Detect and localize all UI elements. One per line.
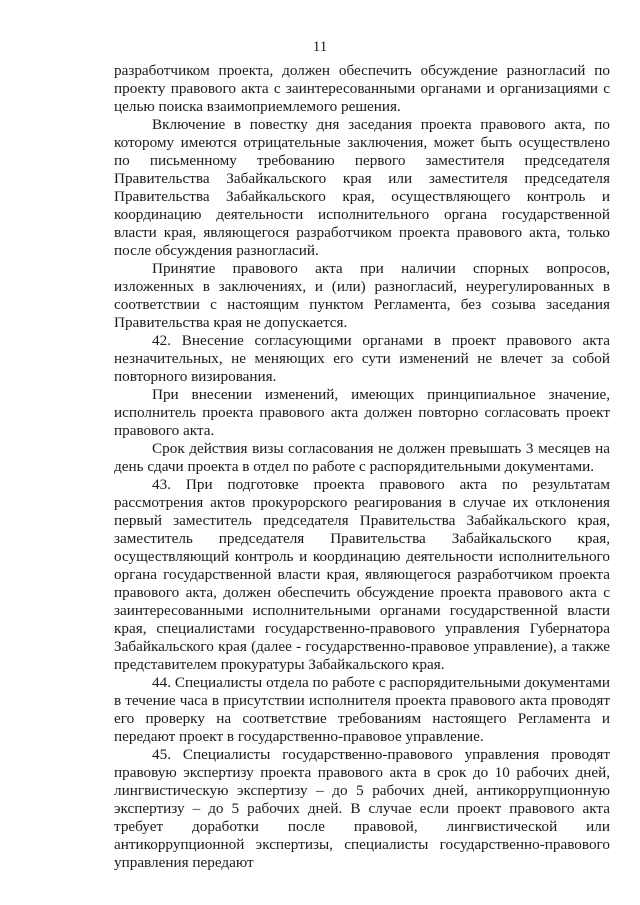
paragraph-continuation: разработчиком проекта, должен обеспечить обсуждение разногласий по проекту правового акта с заинтересованными органами и организациями с целью поиска взаимоприемлемого решения. xyxy=(114,62,610,115)
paragraph-item-43: 43. При подготовке проекта правового акта по результатам рассмотрения актов прокурорского реагирования в случае их отклонения первый заместитель председателя Правительства Забайкальского края, заместитель председателя Правительства Забайкальского края, осуществляющий контроль и координацию деятельности исполнительного органа государственной власти края, являющегося разработчиком проекта правового акта, должен обеспечить обсуждение проекта правового акта с заинтересованными исполнительными органами государственной власти края, специалистами государственно-правового управления Губернатора Забайкальского края (далее - государственно-правовое управление), а также представителем прокуратуры Забайкальского края. xyxy=(114,476,610,673)
paragraph-item-42: 42. Внесение согласующими органами в проект правового акта незначительных, не меняющих его сути изменений не влечет за собой повторного визирования. xyxy=(114,332,610,385)
paragraph-item-45: 45. Специалисты государственно-правового управления проводят правовую экспертизу проекта правового акта в срок до 10 рабочих дней, лингвистическую экспертизу – до 5 рабочих дней, антикоррупционную экспертизу – до 5 рабочих дней. В случае если проект правового акта требует доработки после правовой, лингвистической или антикоррупционной экспертизы, специалисты государственно-правового управления передают xyxy=(114,746,610,871)
paragraph-adoption-restriction: Принятие правового акта при наличии спорных вопросов, изложенных в заключениях, и (или) разногласий, неурегулированных в соответствии с настоящим пунктом Регламента, без созыва заседания Правительства края не допускается. xyxy=(114,260,610,331)
paragraph-item-44: 44. Специалисты отдела по работе с распорядительными документами в течение часа в присутствии исполнителя проекта правового акта проводят его проверку на соответствие требованиям настоящего Регламента и передают проект в государственно-правовое управление. xyxy=(114,674,610,745)
page-number: 11 xyxy=(312,39,328,55)
paragraph-visa-validity: Срок действия визы согласования не должен превышать 3 месяцев на день сдачи проекта в отдел по работе с распорядительными документами. xyxy=(114,440,610,475)
paragraph-agenda-inclusion: Включение в повестку дня заседания проекта правового акта, по которому имеются отрицательные заключения, может быть осуществлено по письменному требованию первого заместителя председателя Правительства Забайкальского края или заместителя председателя Правительства Забайкальского края, осуществляющего контроль и координацию деятельности исполнительного органа государственной власти края, являющегося разработчиком проекта правового акта, только после обсуждения разногласий. xyxy=(114,116,610,259)
document-body xyxy=(114,62,610,872)
paragraph-material-changes: При внесении изменений, имеющих принципиальное значение, исполнитель проекта правового акта должен повторно согласовать проект правового акта. xyxy=(114,386,610,439)
